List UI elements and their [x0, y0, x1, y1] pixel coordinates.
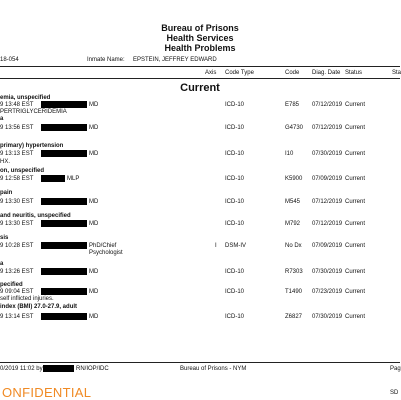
problem-title: primary) hypertension [0, 143, 64, 149]
problem-timestamp: 9 13:30 EST [0, 221, 34, 227]
problem-timestamp: 9 10:28 EST [0, 243, 34, 249]
problem-title: sis [0, 235, 9, 241]
status: Current [345, 289, 366, 295]
problem-timestamp: 9 09:04 EST [0, 289, 34, 295]
diag-code: G4730 [285, 125, 304, 131]
provider-role: MD [89, 314, 99, 320]
footer-generated-role: RN/IOP/IDC [76, 366, 109, 372]
report-agency: Bureau of Prisons [161, 23, 239, 33]
meta-rule [0, 66, 400, 67]
code-type: ICD-10 [225, 151, 245, 157]
status: Current [345, 243, 366, 249]
status: Current [345, 221, 366, 227]
status: Current [345, 314, 366, 320]
col-code-type: Code Type [225, 70, 254, 76]
diag-code: T1490 [285, 289, 303, 295]
diag-date: 07/23/2019 [312, 289, 343, 295]
provider-role: MLP [67, 176, 80, 182]
status: Current [345, 102, 366, 108]
diag-date: 07/09/2019 [312, 176, 343, 182]
diag-code: I10 [285, 151, 294, 157]
diag-code: No Dx [285, 243, 302, 249]
footer-rule [0, 362, 400, 363]
redaction [41, 220, 87, 227]
inmate-name: EPSTEIN, JEFFREY EDWARD [133, 57, 217, 63]
provider-role: MD [89, 221, 99, 227]
status: Current [345, 269, 366, 275]
code-type: ICD-10 [225, 102, 245, 108]
diag-code: M792 [285, 221, 301, 227]
col-status: Status [345, 70, 363, 76]
code-type: DSM-IV [225, 243, 246, 249]
diag-code: R7303 [285, 269, 303, 275]
code-type: ICD-10 [225, 289, 245, 295]
axis: I [215, 243, 217, 249]
diag-date: 07/30/2019 [312, 151, 343, 157]
code-type: ICD-10 [225, 221, 245, 227]
redaction [41, 313, 87, 320]
problem-timestamp: 9 13:13 EST [0, 151, 34, 157]
columns-rule [0, 78, 400, 79]
problem-title: pecified [0, 282, 23, 288]
problem-title: and neuritis, unspecified [0, 213, 71, 219]
status: Current [345, 125, 366, 131]
report-department: Health Services [166, 33, 234, 43]
diag-code: Z6827 [285, 314, 303, 320]
problem-title: emia, unspecified [0, 95, 51, 101]
code-type: ICD-10 [225, 125, 245, 131]
provider-role: MD [89, 199, 99, 205]
code-type: ICD-10 [225, 269, 245, 275]
redaction [41, 198, 87, 205]
redaction [41, 242, 87, 249]
footer-stamp-truncated: SD [390, 390, 399, 396]
problem-timestamp: 9 12:58 EST [0, 176, 34, 182]
diag-date: 07/12/2019 [312, 199, 343, 205]
problem-timestamp: 9 13:56 EST [0, 125, 34, 131]
problem-timestamp: 9 13:26 EST [0, 269, 34, 275]
provider-role: MD [89, 102, 99, 108]
col-truncated: Sta [392, 70, 401, 76]
section-current: Current [180, 82, 220, 94]
status: Current [345, 151, 366, 157]
provider-role: PhD/Chief [89, 243, 117, 249]
col-code: Code [285, 70, 300, 76]
redaction [41, 101, 87, 108]
problem-note: HX. [0, 159, 11, 165]
redaction [41, 268, 87, 275]
reg-number: 18-054 [0, 57, 19, 63]
provider-role-line2: Psychologist [89, 250, 123, 256]
provider-role: MD [89, 151, 99, 157]
problem-title: index (BMI) 27.0-27.9, adult [0, 304, 78, 310]
status: Current [345, 199, 366, 205]
report-title: Health Problems [164, 43, 236, 53]
diag-date: 07/12/2019 [312, 125, 343, 131]
redaction [43, 365, 74, 372]
redaction [41, 124, 87, 131]
diag-date: 07/12/2019 [312, 102, 343, 108]
diag-date: 07/12/2019 [312, 221, 343, 227]
problem-title: a [0, 116, 4, 122]
footer-page-truncated: Pag [390, 366, 401, 372]
footer-agency: Bureau of Prisons - NYM [180, 366, 247, 372]
problem-note: PERTRIGLYCERIDEMIA [0, 109, 67, 115]
diag-code: M545 [285, 199, 301, 205]
col-diag-date: Diag. Date [312, 70, 341, 76]
diag-date: 07/30/2019 [312, 269, 343, 275]
diag-code: E785 [285, 102, 300, 108]
redaction [41, 288, 87, 295]
problem-timestamp: 9 13:14 EST [0, 314, 34, 320]
problem-title: a [0, 261, 4, 267]
col-axis: Axis [205, 70, 217, 76]
problem-title: on, unspecified [0, 168, 45, 174]
confidential-stamp: ONFIDENTIAL [2, 385, 92, 400]
footer-generated: 0/2019 11:02 by [0, 366, 43, 372]
diag-code: K5900 [285, 176, 303, 182]
code-type: ICD-10 [225, 314, 245, 320]
redaction [41, 175, 65, 182]
problem-timestamp: 9 13:48 EST [0, 102, 34, 108]
provider-role: MD [89, 269, 99, 275]
problem-timestamp: 9 13:30 EST [0, 199, 34, 205]
code-type: ICD-10 [225, 199, 245, 205]
problem-title: pain [0, 190, 13, 196]
status: Current [345, 176, 366, 182]
provider-role: MD [89, 289, 99, 295]
code-type: ICD-10 [225, 176, 245, 182]
diag-date: 07/09/2019 [312, 243, 343, 249]
redaction [41, 150, 87, 157]
provider-role: MD [89, 125, 99, 131]
inmate-label: Inmate Name: [87, 57, 125, 63]
problem-note: self inflicted injuries. [0, 296, 54, 302]
diag-date: 07/30/2019 [312, 314, 343, 320]
